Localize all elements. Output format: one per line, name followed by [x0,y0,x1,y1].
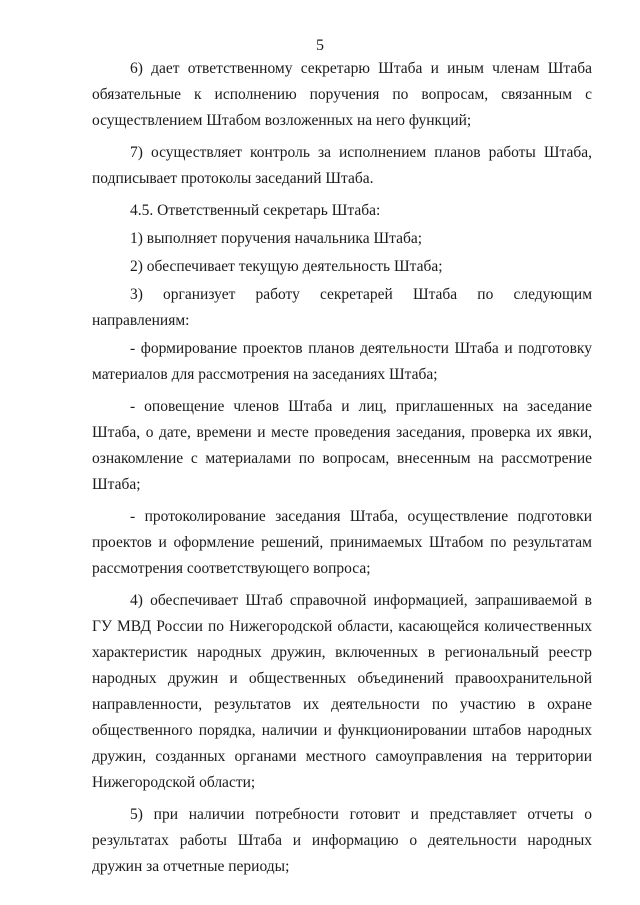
paragraph: 5) при наличии потребности готовит и представляет отчеты о результатах работы Штаба и информацию о деятельности народных дружин за отчетные периоды; [92,806,592,875]
list-item: - формирование проектов планов деятельности Штаба и подготовку материалов для рассмотрения на заседаниях Штаба; [92,340,592,383]
section-heading: 4.5. Ответственный секретарь Штаба: [130,202,381,219]
list-item: - протоколирование заседания Штаба, осуществление подготовки проектов и оформление решений, принимаемых Штабом по результатам рассмотрения соответствующего вопроса; [92,508,592,577]
page-number: 5 [316,37,324,54]
paragraph: 1) выполняет поручения начальника Штаба; [130,230,423,247]
paragraph: 4) обеспечивает Штаб справочной информацией, запрашиваемой в ГУ МВД России по Нижегородской области, касающейся количественных характеристик народных дружин, включенных в региональный реестр народных дружин и общественных объединений правоохранительной направленности, результатов их деятельности по участию в охране общественного порядка, наличии и функционировании штабов народных дружин, созданных органами местного самоуправления на территории Нижегородской области; [92,592,592,791]
paragraph: 6) дает ответственному секретарю Штаба и иным членам Штаба обязательные к исполнению поручения по вопросам, связанным с осуществлением Штабом возложенных на него функций; [92,60,592,129]
paragraph: 3) организует работу секретарей Штаба по следующим направлениям: [92,286,592,329]
list-item: - оповещение членов Штаба и лиц, приглашенных на заседание Штаба, о дате, времени и месте проведения заседания, проверка их явки, ознакомление с материалами по вопросам, внесенным на рассмотрение Штаба; [92,398,592,493]
paragraph: 2) обеспечивает текущую деятельность Штаба; [130,258,443,275]
paragraph: 7) осуществляет контроль за исполнением планов работы Штаба, подписывает протоколы заседаний Штаба. [92,144,592,187]
document-body [92,56,592,886]
